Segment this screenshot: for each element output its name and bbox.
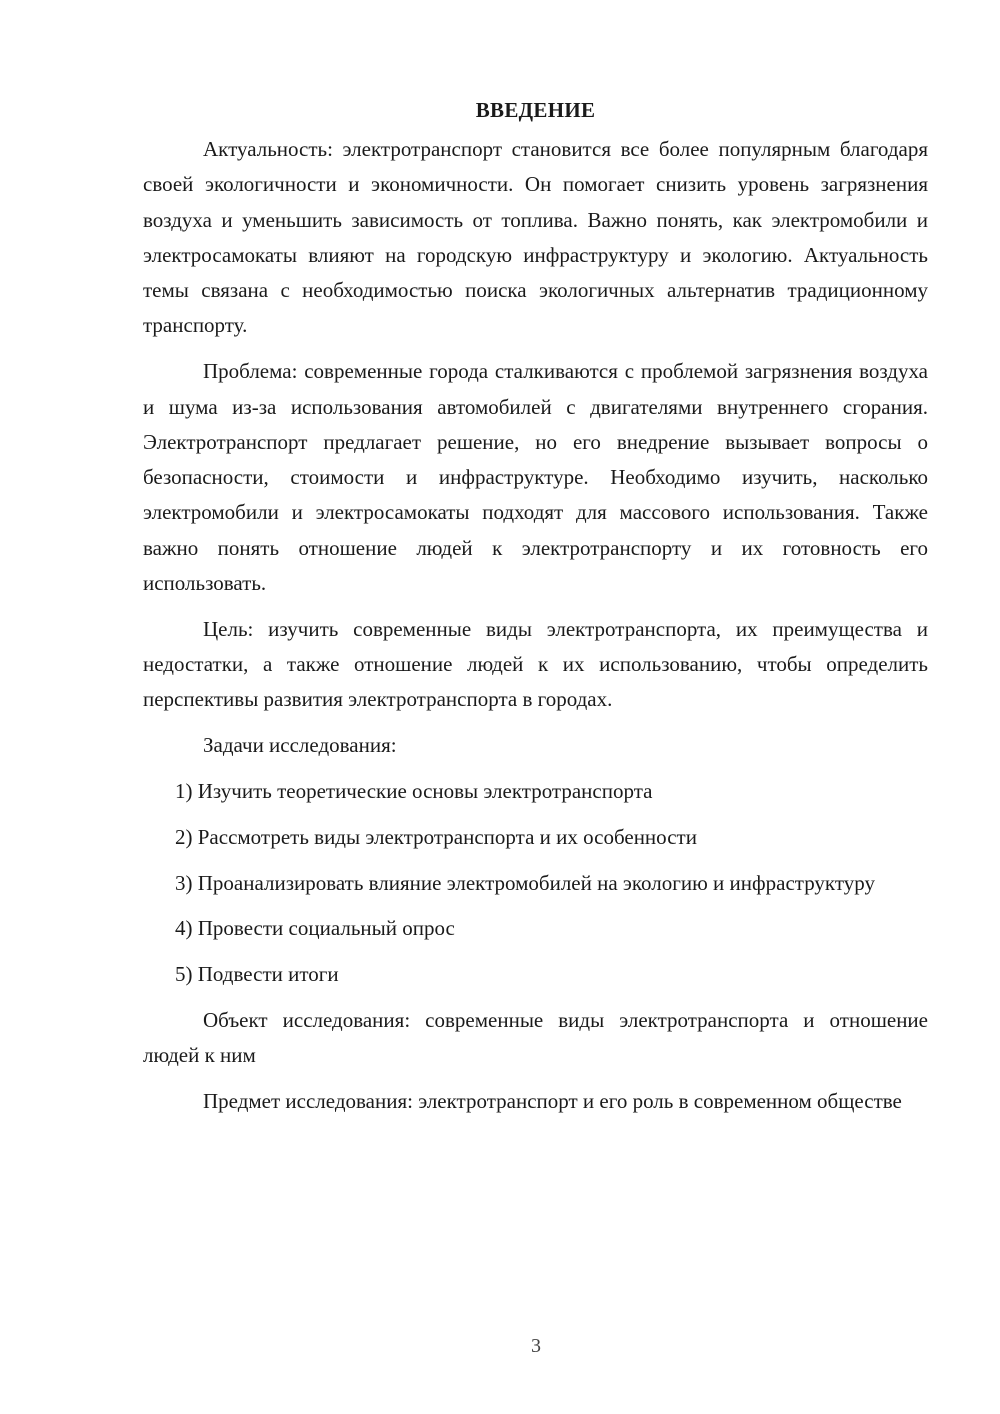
- page-title: ВВЕДЕНИЕ: [475, 98, 596, 122]
- paragraph-tasks-heading: Задачи исследования:: [203, 733, 397, 758]
- task-item-4: 4) Провести социальный опрос: [175, 916, 455, 941]
- paragraph-research-object: Объект исследования: современные виды электротранспорта и отношение людей к ним: [143, 1008, 928, 1068]
- task-item-1: 1) Изучить теоретические основы электротранспорта: [175, 779, 653, 804]
- paragraph-problem: Проблема: современные города сталкиваются с проблемой загрязнения воздуха и шума из-за использования автомобилей с двигателями внутреннего сгорания. Электротранспорт предлагает решение, но его внедрение вызывает вопросы о безопасности, стоимости и инфраструктуре. Необходимо изучить, насколько электромобили и электросамокаты подходят для массового использования. Также важно понять отношение людей к электротранспорту и их готовность его использовать.: [143, 359, 928, 596]
- paragraph-research-subject: Предмет исследования: электротранспорт и его роль в современном обществе: [203, 1089, 902, 1114]
- page-content: [143, 92, 928, 1130]
- paragraph-goal: Цель: изучить современные виды электротранспорта, их преимущества и недостатки, а также отношение людей к их использованию, чтобы определить перспективы развития электротранспорта в городах.: [143, 616, 928, 712]
- page-number: 3: [531, 1335, 541, 1357]
- paragraph-relevance: Актуальность: электротранспорт становится все более популярным благодаря своей экологичности и экономичности. Он помогает снизить уровень загрязнения воздуха и уменьшить зависимость от топлива. Важно понять, как электромобили и электросамокаты влияют на городскую инфраструктуру и экологию. Актуальность темы связана с необходимостью поиска экологичных альтернатив традиционному транспорту.: [143, 137, 928, 338]
- task-item-3: 3) Проанализировать влияние электромобилей на экологию и инфраструктуру: [175, 870, 875, 895]
- task-item-2: 2) Рассмотреть виды электротранспорта и их особенности: [175, 824, 697, 849]
- task-item-5: 5) Подвести итоги: [175, 962, 339, 987]
